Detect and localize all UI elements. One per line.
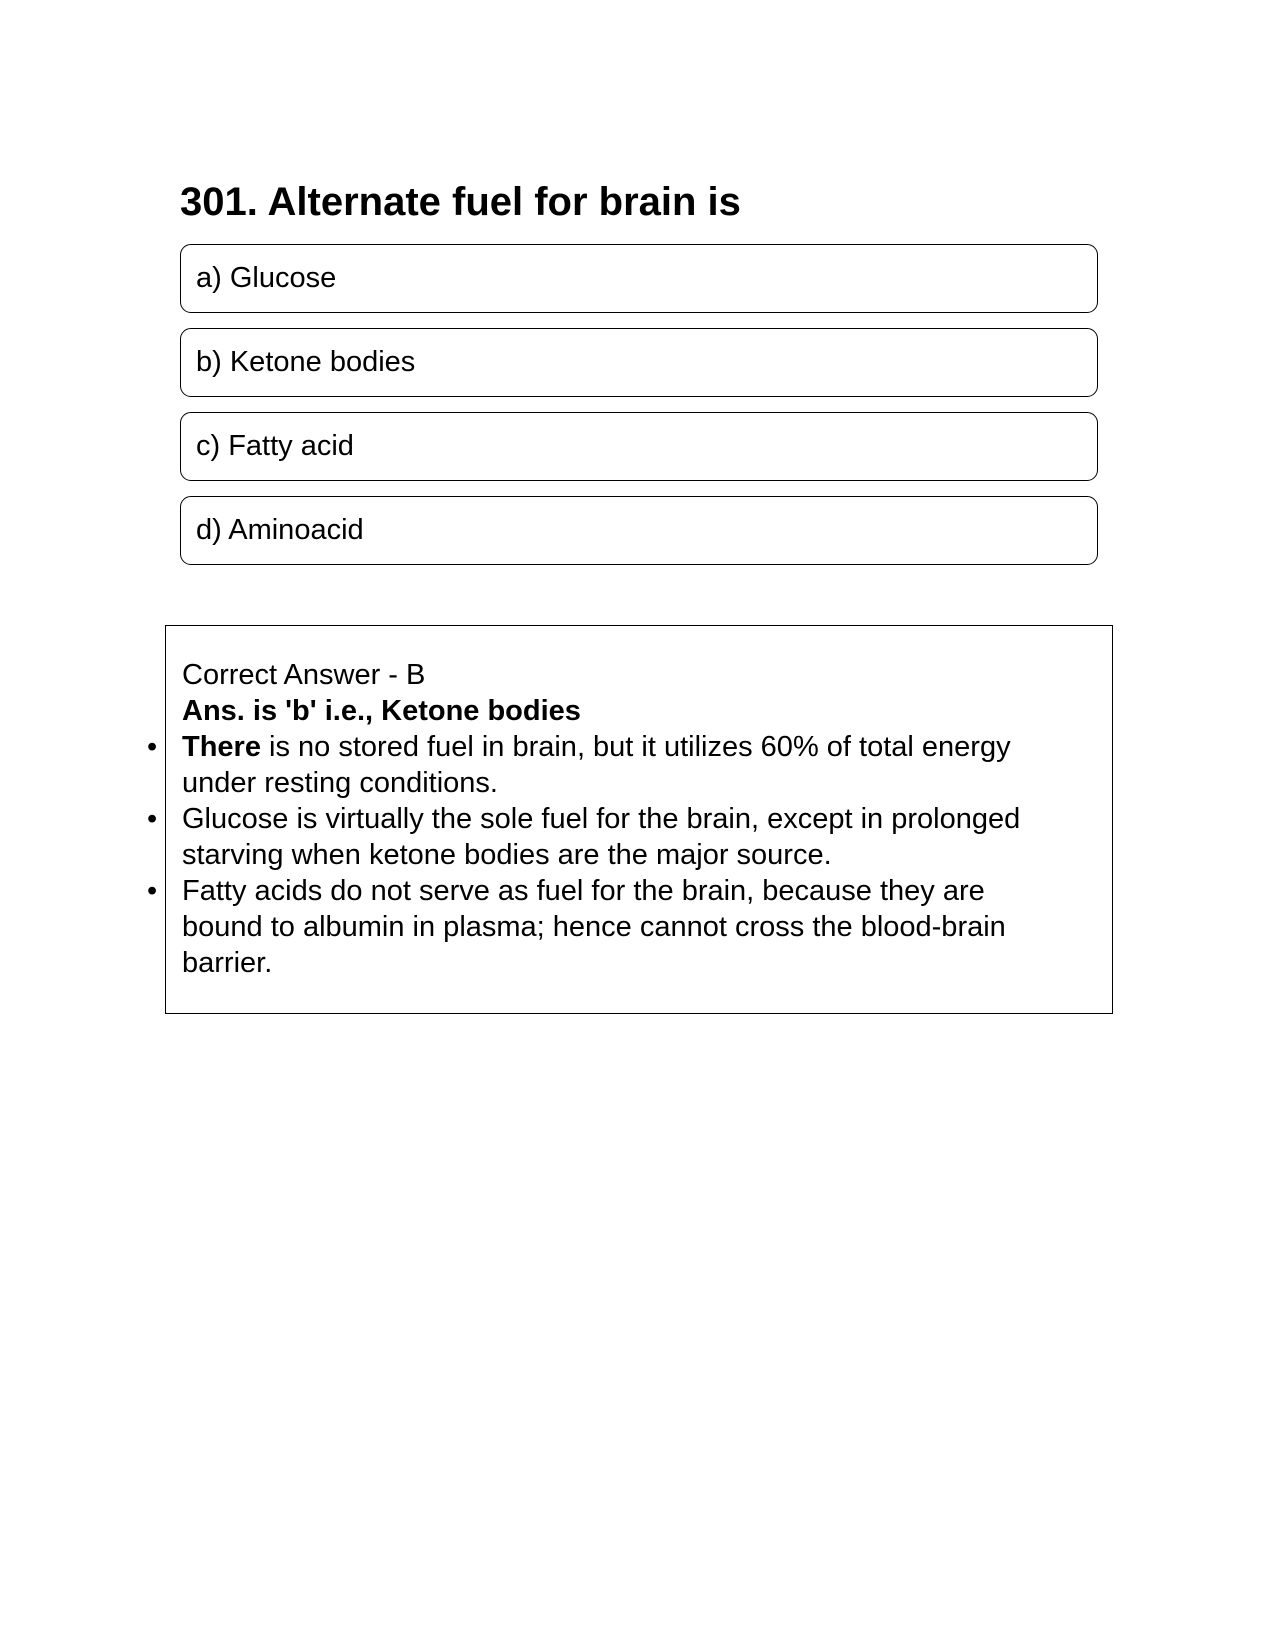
explanation-list [147, 729, 1112, 981]
point-text: is no stored fuel in brain, but it utilizes 60% of total energy under resting conditions. [182, 731, 1011, 799]
option-label: a) Glucose [196, 262, 337, 294]
point-text: Glucose is virtually the sole fuel for the brain, except in prolonged starving when ketone bodies are the major source. [182, 803, 1021, 871]
option-c[interactable] [180, 412, 1098, 481]
correct-answer-line: Correct Answer - B [182, 659, 426, 691]
bullet-icon: • [147, 803, 158, 835]
explanation-point [147, 801, 1112, 873]
option-a[interactable] [180, 244, 1098, 313]
question-text: Alternate fuel for brain is [267, 180, 741, 224]
options-list [180, 244, 1098, 580]
point-lead: There [182, 731, 261, 763]
bullet-icon: • [147, 875, 158, 907]
option-label: b) Ketone bodies [196, 346, 416, 378]
option-b[interactable] [180, 328, 1098, 397]
question-title [180, 178, 741, 226]
option-label: d) Aminoacid [196, 514, 364, 546]
point-text: Fatty acids do not serve as fuel for the brain, because they are bound to albumin in plasma; hence cannot cross the blood-brain barrier. [182, 875, 1006, 979]
answer-heading: Ans. is 'b' i.e., Ketone bodies [182, 695, 581, 727]
explanation-point [147, 729, 1112, 801]
option-label: c) Fatty acid [196, 430, 354, 462]
question-number: 301. [180, 180, 258, 224]
answer-explanation-box [147, 625, 1113, 1014]
option-d[interactable] [180, 496, 1098, 565]
bullet-icon: • [147, 731, 158, 763]
explanation-point [147, 873, 1112, 981]
